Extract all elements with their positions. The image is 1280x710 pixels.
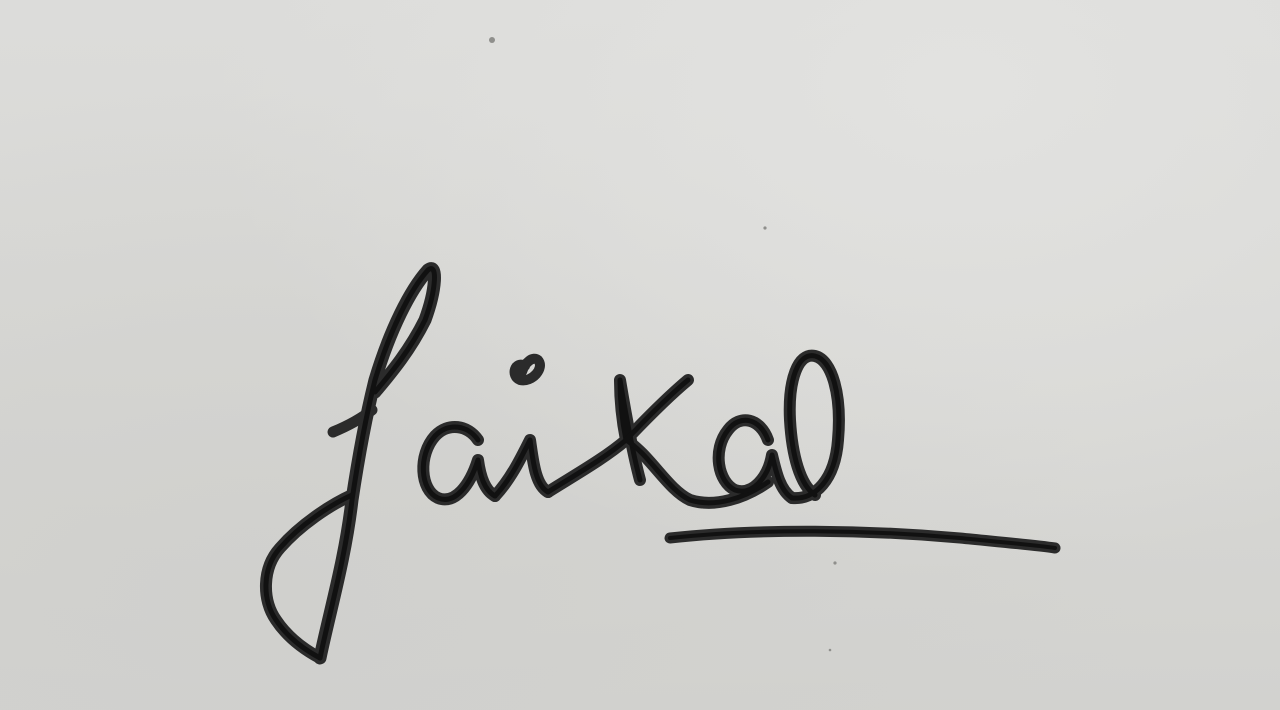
paper-speck [489, 37, 495, 43]
paper-speck [829, 649, 832, 652]
paper-speck [833, 561, 836, 564]
paper-speck [763, 226, 766, 229]
signature-stroke-f-stem [320, 269, 434, 658]
signature-stroke-i-dot [515, 359, 540, 381]
signature-core-a2-bowl [719, 420, 792, 498]
signature-ink-core [266, 269, 1055, 658]
signature-strokes [266, 269, 1055, 658]
